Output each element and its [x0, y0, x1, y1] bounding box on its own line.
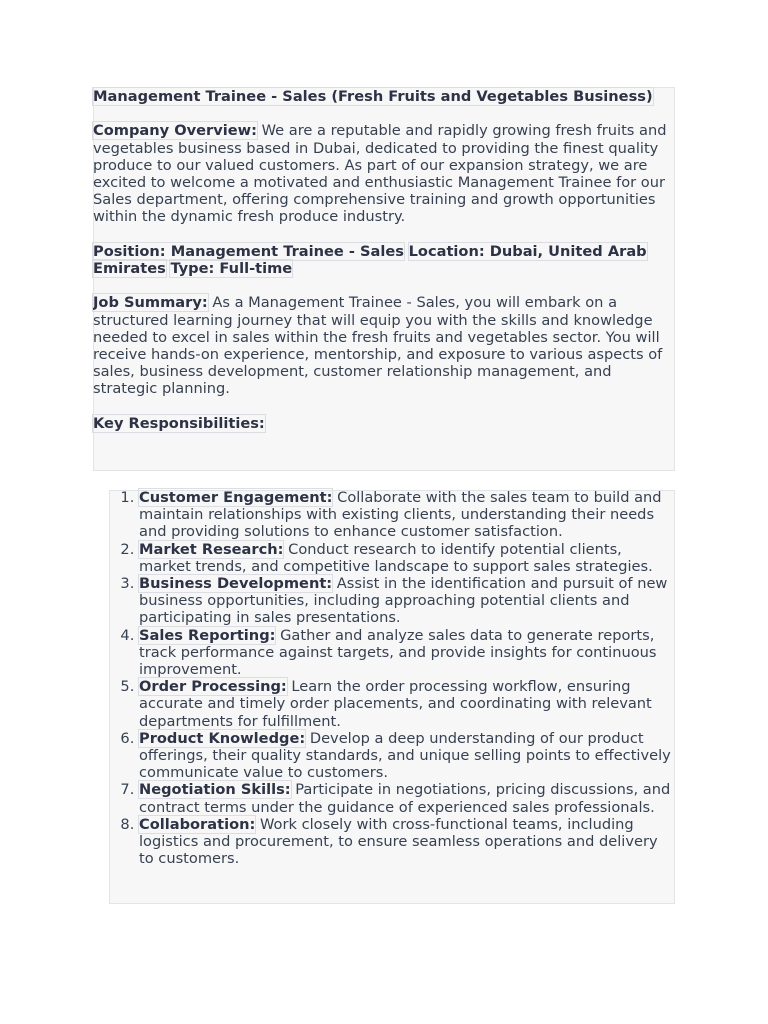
- company-overview-text: We are a reputable and rapidly growing fresh fruits and vegetables business based in Dubai, dedicated to providing the finest quality produce to our valued customers. As part of our expansion strategy, we are excited to welcome a motivated and enthusiastic Management Trainee for our Sales department, offering comprehensive training and growth opportunities within the dynamic fresh produce industry.: [93, 122, 667, 226]
- company-overview: [93, 122, 679, 225]
- list-item: 7. Negotiation Skills: Participate in negotiations, pricing discussions, and contract terms under the guidance of experienced sales professionals.: [139, 781, 671, 815]
- list-item: 5. Order Processing: Learn the order processing workflow, ensuring accurate and timely order placements, and coordinating with relevant departments for fulfillment.: [139, 678, 671, 730]
- job-summary: [93, 294, 679, 397]
- responsibilities-list: [109, 489, 671, 867]
- job-title: Management Trainee - Sales (Fresh Fruits and Vegetables Business): [93, 88, 653, 105]
- job-description: [93, 88, 679, 449]
- job-summary-text: As a Management Trainee - Sales, you will embark on a structured learning journey that will equip you with the skills and knowledge needed to excel in sales within the fresh fruits and vegetables sector. You will receive hands-on experience, mentorship, and exposure to various aspects of sales, business development, customer relationship management, and strategic planning.: [93, 294, 663, 398]
- type-detail: Type: Full-time: [170, 260, 293, 277]
- job-summary-label: Job Summary:: [93, 294, 208, 312]
- list-item: 2. Market Research: Conduct research to identify potential clients, market trends, and competitive landscape to support sales strategies.: [139, 541, 671, 575]
- location-detail: Location: Dubai, United Arab Emirates: [93, 242, 647, 277]
- company-overview-label: Company Overview:: [93, 122, 257, 140]
- list-item: 1. Customer Engagement: Collaborate with the sales team to build and maintain relationships with existing clients, understanding their needs and providing solutions to enhance customer satisfaction.: [139, 489, 671, 541]
- list-item: 4. Sales Reporting: Gather and analyze sales data to generate reports, track performance against targets, and provide insights for continuous improvement.: [139, 627, 671, 679]
- list-item: 6. Product Knowledge: Develop a deep understanding of our product offerings, their quality standards, and unique selling points to effectively communicate value to customers.: [139, 730, 671, 782]
- list-item: 3. Business Development: Assist in the identification and pursuit of new business opportunities, including approaching potential clients and participating in sales presentations.: [139, 575, 671, 627]
- list-item: 8. Collaboration: Work closely with cross-functional teams, including logistics and procurement, to ensure seamless operations and delivery to customers.: [139, 816, 671, 868]
- responsibilities-heading: Key Responsibilities:: [93, 414, 265, 432]
- position-detail: Position: Management Trainee - Sales: [93, 242, 404, 260]
- job-details: [93, 243, 679, 277]
